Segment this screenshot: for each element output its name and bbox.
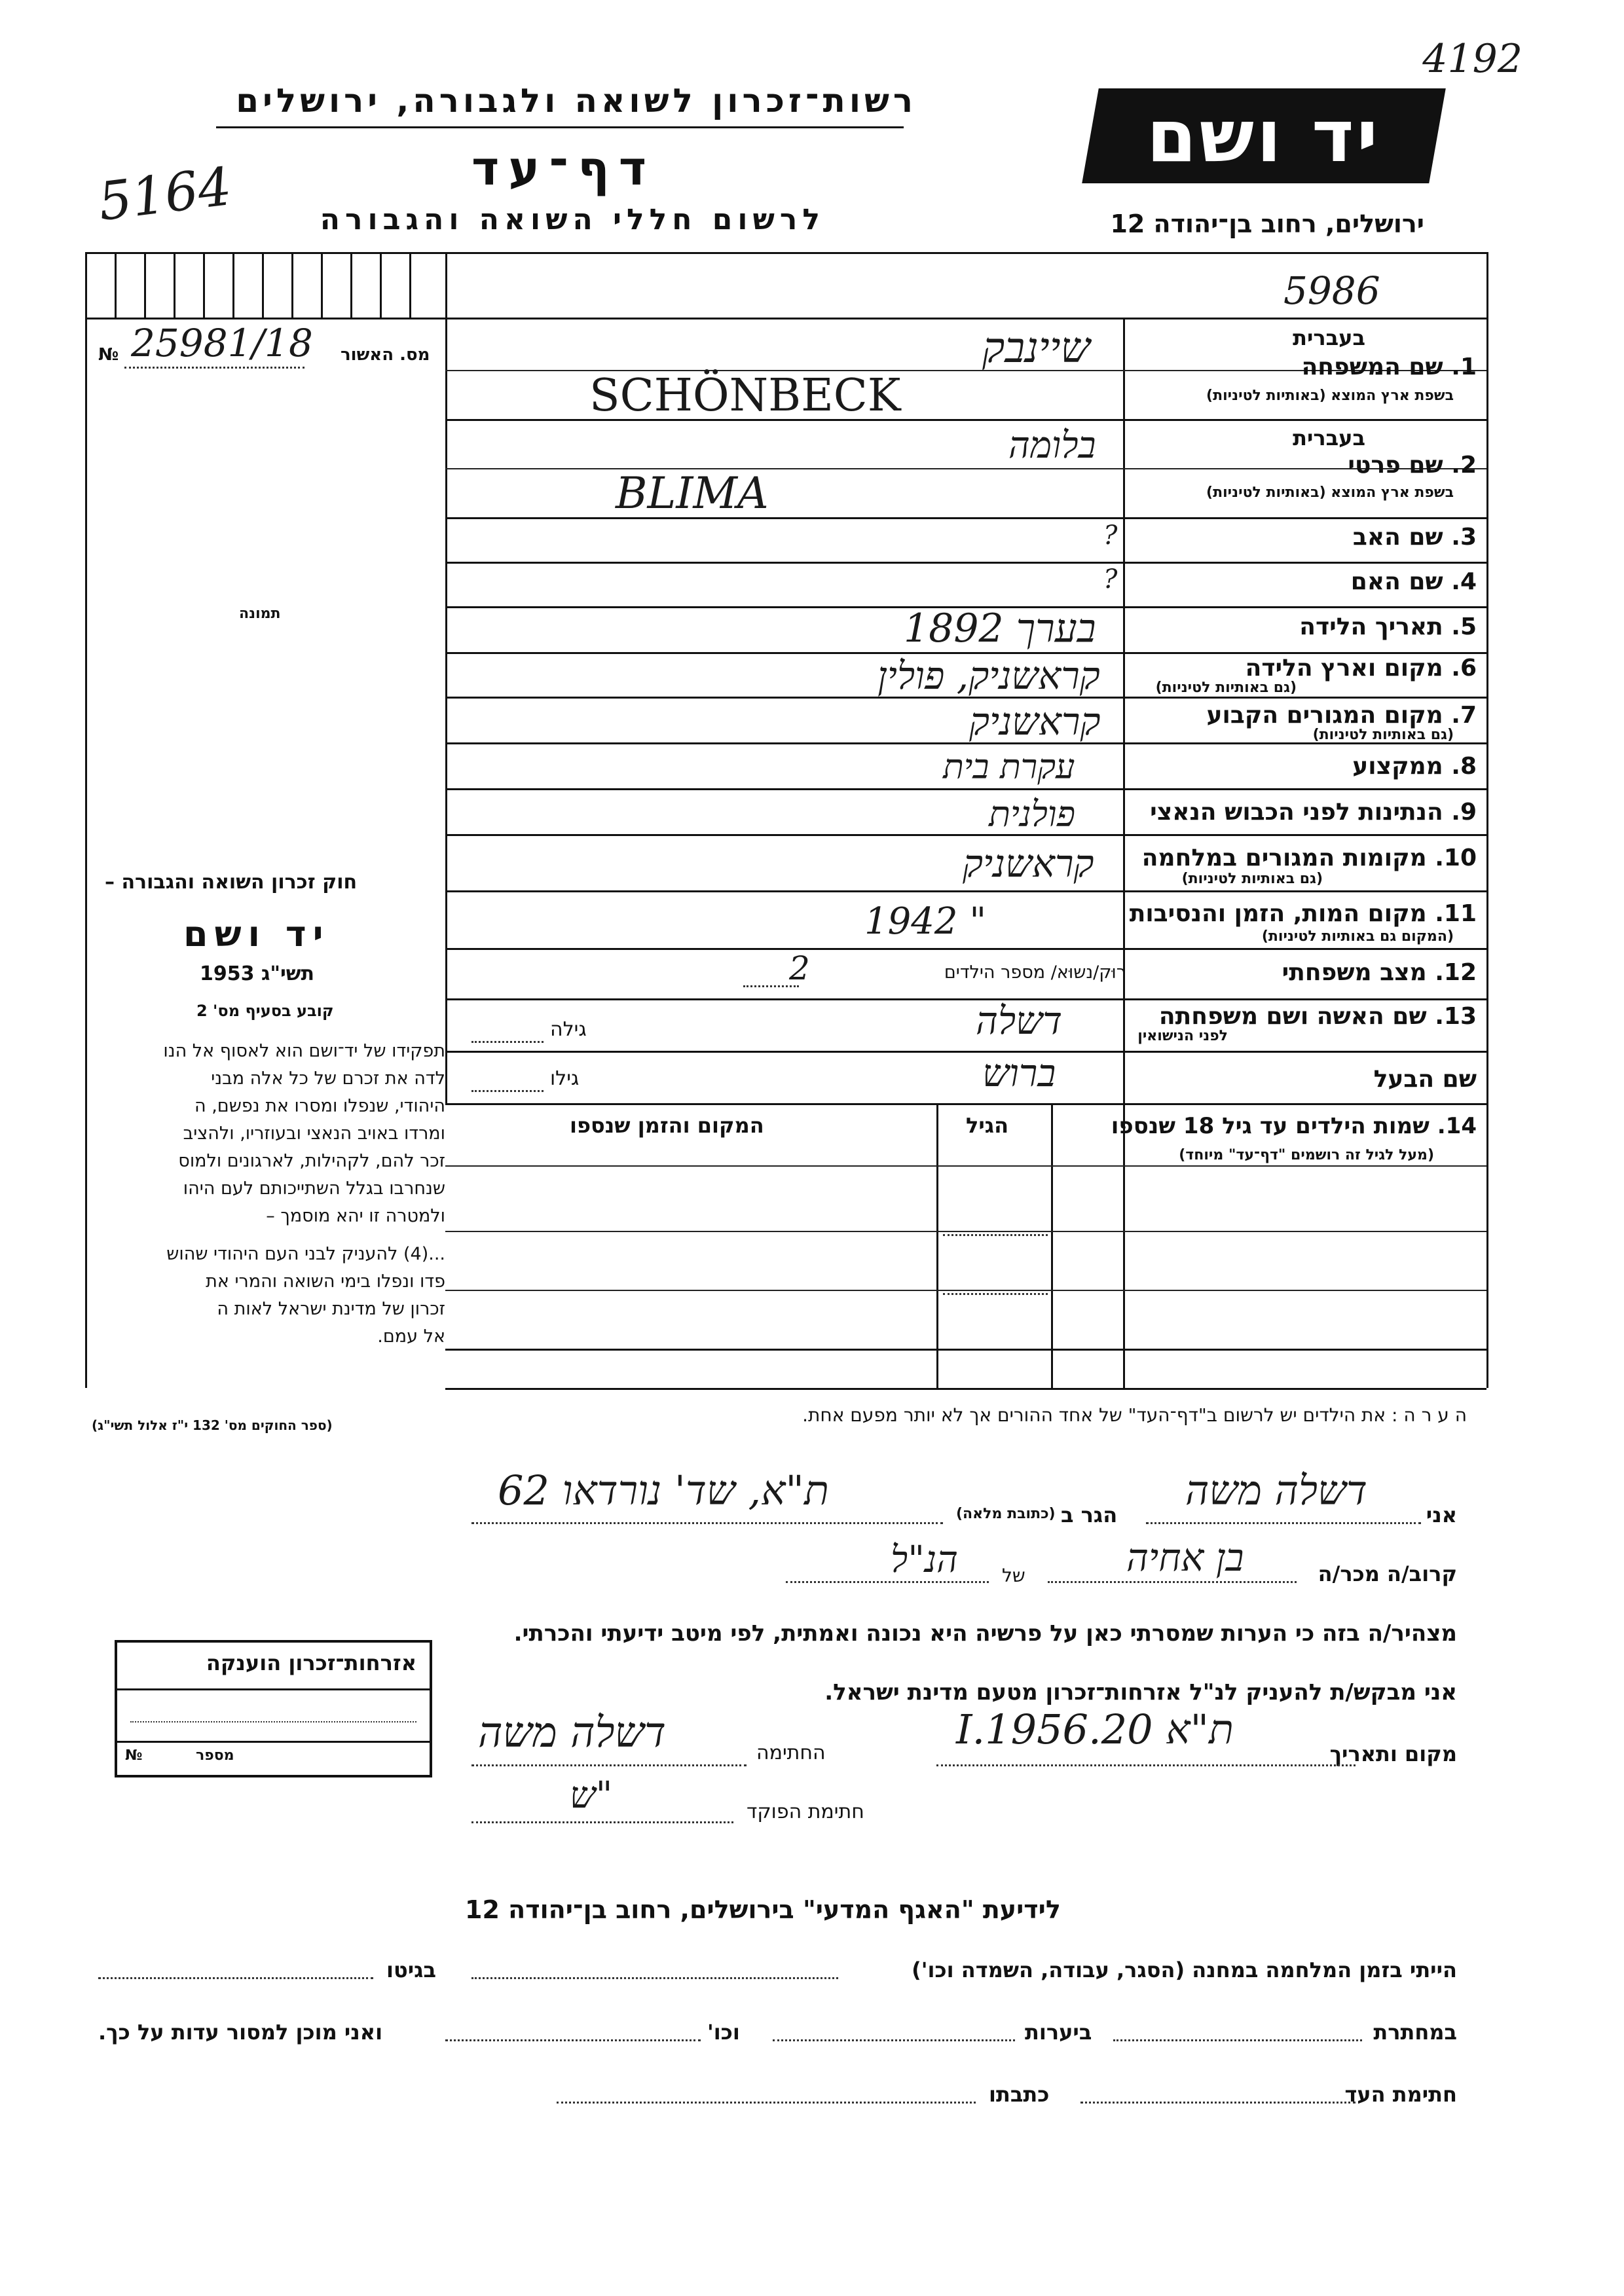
field-3-value: ?: [1103, 520, 1118, 551]
law-reference: (ספר החוקים מס' 132 י"ז אלול תשי"ג): [92, 1417, 333, 1433]
field-13-number: 13.: [1435, 1003, 1477, 1030]
husband-label: שם הבעל: [1373, 1066, 1477, 1093]
law-name: יד ושם: [183, 913, 330, 955]
field-9-number: 9.: [1451, 799, 1477, 826]
field-2-heb-tag: בעברית: [1293, 426, 1365, 450]
declarant-address-hint: (כתובת מלאה): [956, 1506, 1056, 1522]
form-title: דף־עד: [471, 141, 656, 196]
field-8-label-text: ממקצוע: [1352, 753, 1443, 780]
field-2-value-latin: BLIMA: [616, 468, 769, 519]
field-2-value-hebrew: בלומה: [1008, 424, 1096, 467]
field-1-value-latin: SCHÖNBECK: [589, 370, 901, 422]
field-4-label-text: שם האם: [1350, 568, 1443, 595]
footer-forests-label: ביערות: [1025, 2020, 1092, 2045]
law-section: קובע בסעיף מס' 2: [196, 1002, 334, 1020]
field-6-value: קראשניק, פולין: [877, 653, 1100, 698]
field-10-number: 10.: [1435, 845, 1477, 871]
footer-ghetto-label: בגיטו: [386, 1958, 436, 1982]
law-text-line: ...(4) להעניק לבני העם היהודי שהוש: [166, 1244, 445, 1264]
of-value: הנ"ל: [891, 1539, 958, 1581]
field-12-label: [1282, 959, 1477, 986]
signature-label: החתימה: [756, 1741, 826, 1764]
field-2-number: 2.: [1451, 452, 1477, 479]
field-1-value-hebrew: שיינבק: [982, 324, 1090, 373]
field-13-hint: לפני הנישואין: [1137, 1028, 1228, 1044]
place-date-value: ת"א 20.I.1956: [956, 1705, 1234, 1753]
field-1-hint: בשפת ארץ המוצא (באותיות לטיניות): [1206, 388, 1454, 404]
field-8-label: [1352, 753, 1477, 780]
children-col-place: המקום והזמן שנספו: [570, 1113, 764, 1138]
field-12-marital-options: רוּק/נשוּא/ מספר הילדים: [944, 962, 1126, 983]
footer-title: לידיעת "האגף המדעי" בירושלים, רחוב בן־יהודה 12: [465, 1895, 1061, 1924]
footer-underground-label: במחתרת: [1373, 2020, 1457, 2045]
law-text-line: לדה את זכרם של כל אלה מבני: [211, 1068, 445, 1089]
handwritten-number-top: 5986: [1283, 268, 1380, 313]
children-label: [1111, 1113, 1477, 1139]
footer-address-label: כתבתו: [989, 2082, 1050, 2107]
yad-vashem-logo: [1082, 88, 1446, 183]
field-7-value: קראשניק: [969, 699, 1101, 744]
field-10-hint: (גם באותיות לטיניות): [1181, 871, 1323, 887]
field-10-label-text: מקומות המגורים במלחמה: [1141, 845, 1427, 871]
footer-testimony-text: ואני מוכן למסור עדות על כך.: [98, 2020, 383, 2045]
official-signature: ש": [570, 1774, 613, 1817]
law-text-line: זכר להם, לקהילות, לארגונים ולמוס: [178, 1151, 445, 1171]
logo-text: יד ושם: [1147, 94, 1381, 178]
handwritten-number-left: 5164: [95, 155, 235, 233]
signature: דשלה משה: [478, 1709, 666, 1757]
field-7-label: [1207, 702, 1477, 729]
field-1-label-text: שם המשפחה: [1301, 354, 1443, 380]
field-9-label: [1150, 799, 1477, 826]
declarant-address: ת"א, שד' נורדאו 62: [498, 1467, 829, 1514]
field-6-hint: (גם באותיות לטיניות): [1155, 680, 1297, 696]
place-date-label: מקום ותאריך: [1329, 1741, 1457, 1766]
field-10-label: [1142, 845, 1477, 871]
field-5-label: [1299, 613, 1477, 640]
form-subtitle: לרשום חללי השואה והגבורה: [320, 203, 825, 236]
law-text-line: ולמטרה זו יהא מוסמך –: [266, 1206, 445, 1226]
field-9-label-text: הנתינות לפני הכבוש הנאצי: [1150, 799, 1443, 826]
note: ה ע ר ה : את הילדים יש לרשום ב"דף־העד" של אחד ההורים אך לא יותר מפעם אחת.: [802, 1404, 1467, 1426]
footer-camp-label: הייתי בזמן המלחמה במחנה (הסגר, עבודה, השמדה וכו'): [912, 1958, 1457, 1982]
children-col-age: הגיל: [966, 1113, 1009, 1138]
declaration-text: מצהיר/ה בזה כי הערות שמסרתי כאן על פרשיה היא נכונה ואמתית, לפי מיטב ידיעתי והכרתי.: [513, 1620, 1457, 1647]
law-title: חוק זכרון השואה והגבורה –: [105, 871, 358, 894]
field-13-age-label: גילה: [550, 1018, 587, 1041]
footer-witness-sig-label: חתימת העד: [1344, 2082, 1457, 2107]
citizenship-box-title: אזרחות־זכרון הוענקה: [206, 1650, 416, 1675]
field-13-value: דשלה: [976, 998, 1063, 1043]
field-6-label: [1246, 655, 1477, 682]
approval-number: 25981/18: [131, 321, 313, 365]
law-text-line: ומרדו באויב הנאצי ובעוזריו, ולהציב: [183, 1123, 445, 1144]
declarant-resides-label: הגר ב: [1061, 1503, 1118, 1527]
field-2-hint: בשפת ארץ המוצא (באותיות לטיניות): [1206, 484, 1454, 501]
field-10-value: קראשניק: [963, 841, 1094, 886]
field-7-hint: (גם באותיות לטיניות): [1312, 727, 1454, 743]
authority-line: רשות־זכרון לשואה ולגבורה, ירושלים: [236, 82, 917, 120]
field-4-number: 4.: [1451, 568, 1477, 595]
field-5-value: בערך 1892: [904, 606, 1096, 651]
law-text-line: תפקידו של יד־ושם הוא לאסוף אל הנו: [163, 1041, 445, 1061]
law-text-line: שנחרבו בגלל השתייכותם לעם היהו: [183, 1178, 445, 1199]
field-11-hint: (המקום גם באותיות לטיניות): [1261, 928, 1454, 945]
children-label-text: שמות הילדים עד גיל 18 שנספו: [1111, 1113, 1430, 1139]
declarant-ani-label: אני: [1426, 1503, 1457, 1527]
field-11-label-text: מקום המות, הזמן והנסיבות: [1129, 900, 1427, 927]
field-13-label: [1159, 1003, 1477, 1030]
field-11-label: [1130, 900, 1477, 927]
corner-number: 4192: [1422, 36, 1522, 82]
field-4-label: [1351, 568, 1477, 595]
field-3-number: 3.: [1451, 524, 1477, 551]
field-12-value: 2: [789, 949, 810, 987]
law-text: [92, 1041, 445, 1354]
children-number: 14.: [1437, 1113, 1477, 1139]
law-text-line: אל עמם.: [377, 1326, 445, 1347]
field-1-heb-tag: בעברית: [1293, 325, 1365, 350]
field-8-value: עקרת בית: [943, 748, 1075, 787]
citizenship-box: [115, 1640, 432, 1777]
field-1-number: 1.: [1451, 354, 1477, 380]
field-12-number: 12.: [1435, 959, 1477, 986]
field-7-label-text: מקום המגורים הקבוע: [1206, 702, 1443, 729]
field-7-number: 7.: [1451, 702, 1477, 729]
address: ירושלים, רחוב בן־יהודה 12: [1110, 210, 1424, 238]
of-label: של: [1002, 1565, 1025, 1586]
approval-label: מס. האשור: [341, 345, 430, 365]
field-5-label-text: תאריך הלידה: [1299, 613, 1443, 640]
law-year: תשי"ג 1953: [200, 962, 315, 985]
field-2-label-text: שם פרטי: [1348, 452, 1443, 479]
field-3-label: [1353, 524, 1477, 551]
field-5-number: 5.: [1451, 613, 1477, 640]
children-hint: (מעל לגיל זה רושמים "דף־עד" מיוחד): [1179, 1147, 1434, 1163]
field-8-number: 8.: [1451, 753, 1477, 780]
field-3-label-text: שם האב: [1352, 524, 1443, 551]
citizenship-number-label: מספר: [196, 1747, 234, 1764]
field-9-value: פולנית: [989, 793, 1076, 835]
field-13-label-text: שם האשה ושם משפחתה: [1158, 1003, 1427, 1030]
field-11-value: 1942 ": [864, 900, 987, 943]
husband-value: ברוש: [982, 1051, 1056, 1095]
law-text-line: היהודי, שנפלו ומסרו את נפשם, ה: [194, 1096, 445, 1116]
photo-label: תמונה: [239, 606, 281, 622]
relative-label: קרוב/ה מכר/ה: [1318, 1561, 1457, 1586]
relation-value: בן אחיה: [1126, 1535, 1244, 1580]
footer-etc-label: וכו': [707, 2020, 740, 2045]
request-text: אני מבקש/ת להעניק לנ"ל אזרחות־זכרון מטעם מדינת ישראל.: [824, 1679, 1457, 1705]
citizenship-no-symbol: №: [125, 1747, 143, 1764]
field-11-number: 11.: [1435, 900, 1477, 927]
official-signature-label: חתימת הפוקד: [747, 1800, 864, 1823]
field-6-number: 6.: [1451, 655, 1477, 682]
law-text-line: זכרון של מדינת ישראל לאות ה: [217, 1299, 445, 1319]
no-symbol: №: [98, 345, 119, 365]
husband-age-label: גילו: [550, 1067, 580, 1090]
field-12-label-text: מצב משפחתי: [1282, 959, 1427, 986]
declarant-name: דשלה משה: [1185, 1467, 1367, 1514]
law-text-line: פדו ונפלו בימי השואה והמרי את: [206, 1271, 445, 1292]
field-2-label: [1348, 452, 1477, 479]
field-1-label: [1302, 354, 1477, 380]
field-4-value: ?: [1103, 564, 1118, 594]
field-6-label-text: מקום וארץ הלידה: [1245, 655, 1443, 682]
